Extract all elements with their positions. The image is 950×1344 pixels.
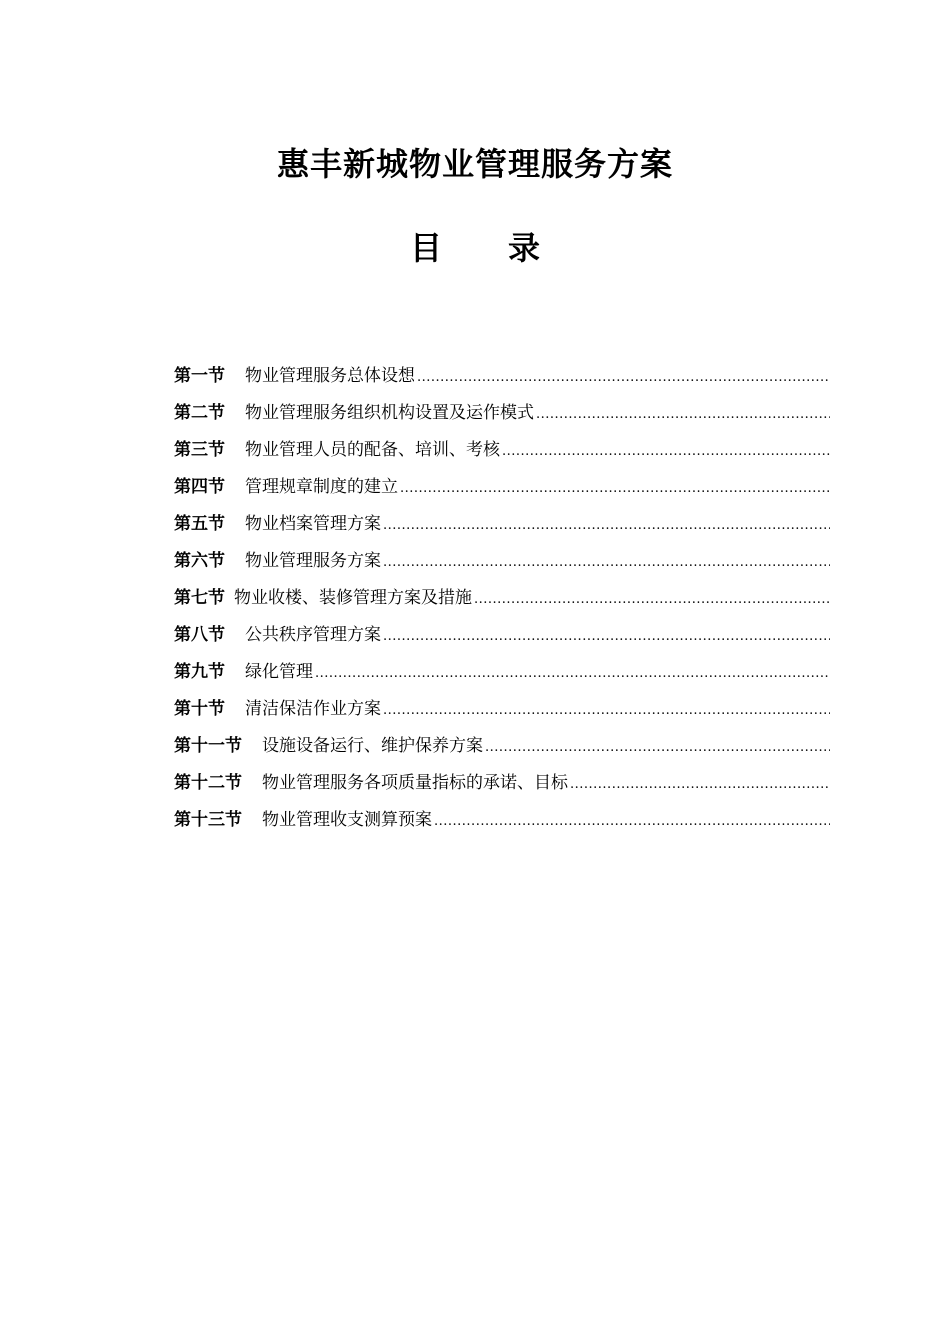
toc-dot-leader [485, 729, 830, 766]
toc-item[interactable] [174, 654, 830, 691]
toc-item-title: 管理规章制度的建立 [245, 477, 398, 497]
toc-item[interactable] [174, 802, 830, 839]
toc-heading-left: 目 [409, 229, 442, 267]
toc-item-number: 第六节 [174, 551, 225, 571]
toc-item-number: 第二节 [174, 403, 225, 423]
toc-item-title: 设施设备运行、维护保养方案 [262, 736, 483, 756]
document-title: 惠丰新城物业管理服务方案 [276, 145, 673, 183]
toc-dot-leader [536, 396, 830, 433]
toc-heading-right: 录 [508, 229, 541, 267]
toc-item[interactable] [174, 358, 830, 395]
toc-item-number: 第五节 [174, 514, 225, 534]
toc-item-number: 第九节 [174, 662, 225, 682]
toc-dot-leader [502, 433, 830, 470]
toc-item-number: 第四节 [174, 477, 225, 497]
toc-item[interactable] [174, 469, 830, 506]
toc-dot-leader [315, 655, 830, 692]
toc-dot-leader [383, 507, 830, 544]
toc-item-title: 物业管理服务总体设想 [245, 366, 415, 386]
toc-dot-leader [570, 766, 830, 803]
toc-item-title: 物业管理服务方案 [245, 551, 381, 571]
toc-item-title: 物业管理服务各项质量指标的承诺、目标 [262, 773, 568, 793]
toc-dot-leader [434, 803, 830, 840]
toc-dot-leader [383, 692, 830, 729]
toc-item[interactable] [174, 691, 830, 728]
toc-item-number: 第三节 [174, 440, 225, 460]
toc-item-number: 第十节 [174, 699, 225, 719]
toc-dot-leader [417, 359, 830, 396]
toc-item[interactable] [174, 617, 830, 654]
toc-item-title: 公共秩序管理方案 [245, 625, 381, 645]
toc-item[interactable] [174, 432, 830, 469]
toc-item-title: 绿化管理 [245, 662, 313, 682]
toc-item-title: 物业管理人员的配备、培训、考核 [245, 440, 500, 460]
toc-item[interactable] [174, 580, 830, 617]
toc-item-title: 物业档案管理方案 [245, 514, 381, 534]
toc-dot-leader [400, 470, 830, 507]
toc-item[interactable] [174, 506, 830, 543]
toc-item-number: 第十一节 [174, 736, 242, 756]
toc-item-title: 物业管理服务组织机构设置及运作模式 [245, 403, 534, 423]
toc-item-number: 第七节 [174, 588, 225, 608]
toc-dot-leader [383, 544, 830, 581]
toc-heading [0, 224, 950, 272]
toc-item[interactable] [174, 765, 830, 802]
toc-item-number: 第十二节 [174, 773, 242, 793]
toc-item[interactable] [174, 543, 830, 580]
toc-item-title: 物业收楼、装修管理方案及措施 [234, 588, 472, 608]
toc-item-number: 第一节 [174, 366, 225, 386]
toc-list [174, 358, 830, 839]
toc-item-number: 第十三节 [174, 810, 242, 830]
toc-item[interactable] [174, 728, 830, 765]
toc-item[interactable] [174, 395, 830, 432]
toc-item-title: 物业管理收支测算预案 [262, 810, 432, 830]
toc-item-title: 清洁保洁作业方案 [245, 699, 381, 719]
toc-item-number: 第八节 [174, 625, 225, 645]
toc-dot-leader [474, 581, 830, 618]
toc-dot-leader [383, 618, 830, 655]
